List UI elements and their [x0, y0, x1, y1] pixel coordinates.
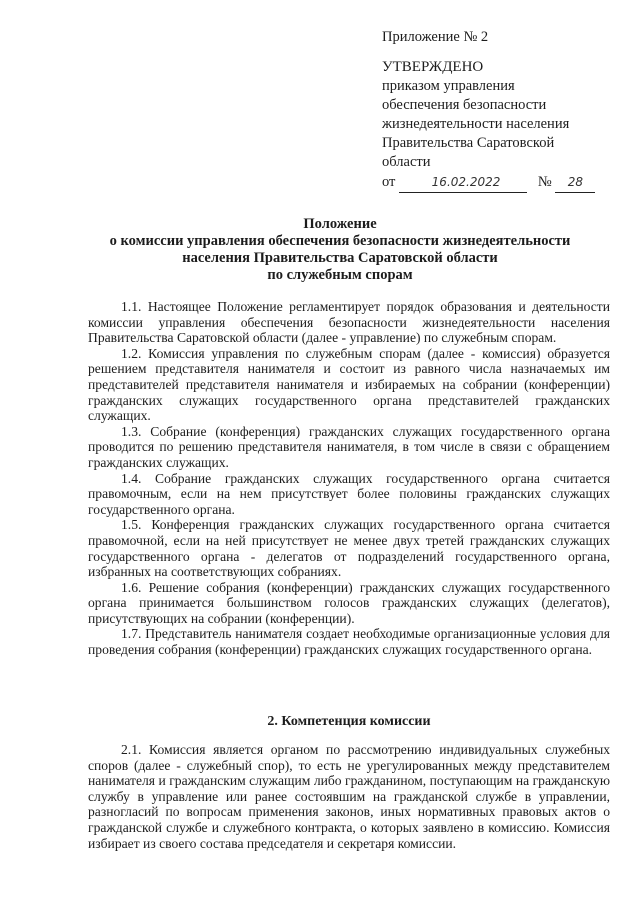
paragraph-1-4: 1.4. Собрание гражданских служащих государственного органа считается правомочным, если на нем присутствует более половины гражданских служащих государственного органа.	[88, 470, 610, 517]
approval-line-5: области	[382, 154, 431, 170]
approved-label: УТВЕРЖДЕНО	[382, 59, 484, 75]
approval-line-3: жизнедеятельности населения	[382, 116, 570, 132]
approval-line-1: приказом управления	[382, 78, 515, 94]
approval-block	[382, 28, 622, 193]
approval-line-2: обеспечения безопасности	[382, 97, 547, 113]
section-2-heading: 2. Компетенция комиссии	[267, 714, 431, 729]
date-prefix: от	[382, 174, 396, 190]
section-1	[88, 299, 610, 658]
approval-line-4: Правительства Саратовской	[382, 135, 555, 151]
title-line-1: Положение	[303, 216, 377, 232]
paragraph-1-3: 1.3. Собрание (конференция) гражданских служащих государственного органа проводится по решению представителя нанимателя, в том числе в связи с обращением гражданских служащих.	[88, 423, 610, 470]
title-line-4: по служебным спорам	[267, 267, 413, 283]
paragraph-1-6: 1.6. Решение собрания (конференции) гражданских служащих государственного органа принимается большинством голосов гражданских служащих (делегатов), присутствующих на собрании (конференции).	[88, 579, 610, 626]
title-line-2: о комиссии управления обеспечения безопасности жизнедеятельности	[109, 233, 571, 249]
paragraph-1-7: 1.7. Представитель нанимателя создает необходимые организационные условия для проведения собрания (конференции) гражданских служащих государственного органа.	[88, 626, 610, 658]
paragraph-1-5: 1.5. Конференция гражданских служащих государственного органа считается правомочной, если на ней присутствует не менее двух третей гражданских служащих государственного органа - делегатов от подразделений государственного органа, избранных на соответствующих собраниях.	[88, 517, 610, 580]
appendix-number: Приложение № 2	[382, 29, 489, 45]
paragraph-2-1: 2.1. Комиссия является органом по рассмотрению индивидуальных служебных споров (далее - служебный спор), то есть не урегулированных между представителем нанимателя и гражданским служащим либо гражданином, поступающим на гражданскую службу в управление или ранее состоявшим на гражданской службе в управлении, разногласий по вопросам применения законов, иных нормативных правовых актов о гражданской службе и служебного контракта, о которых заявлено в комиссию. Комиссия избирает из своего состава председателя и секретаря комиссии.	[88, 742, 610, 851]
title-line-3: населения Правительства Саратовской области	[182, 250, 498, 266]
paragraph-1-2: 1.2. Комиссия управления по служебным спорам (далее - комиссия) образуется решением представителя нанимателя и состоит из равного числа назначаемых им представителей представителя нанимателя и избираемых на собрании (конференции) гражданских служащих государственного органа представителей гражданских служащих.	[88, 345, 610, 424]
document-title	[60, 216, 620, 284]
date-value: 16.02.2022	[399, 173, 527, 193]
paragraph-1-1: 1.1. Настоящее Положение регламентирует порядок образования и деятельности комиссии управления обеспечения безопасности жизнедеятельности населения Правительства Саратовской области (далее - управление) по служебным спорам.	[88, 299, 610, 346]
section-2	[88, 742, 610, 851]
number-value: 28	[555, 173, 595, 193]
approval-date-line	[382, 173, 622, 193]
number-label: №	[537, 174, 552, 190]
